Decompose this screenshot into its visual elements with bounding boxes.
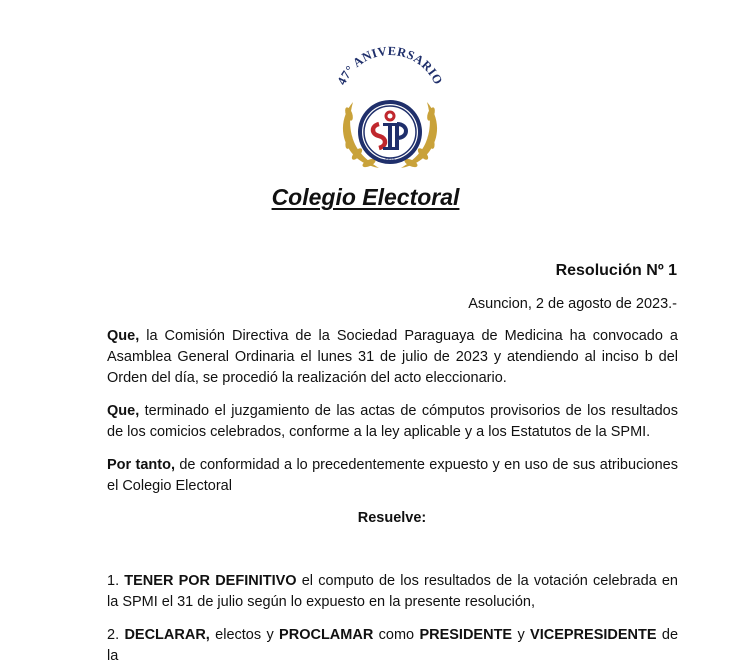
item-text: y bbox=[512, 627, 531, 643]
item-bold: PRESIDENTE bbox=[419, 627, 513, 643]
paragraph-lead: Por tanto, bbox=[107, 457, 175, 473]
spmi-anniversary-logo bbox=[327, 44, 453, 176]
paragraph-lead: Que, bbox=[107, 328, 140, 344]
logo-monogram: SPMI bbox=[385, 157, 395, 162]
date-line: Asuncion, 2 de agosto de 2023.- bbox=[468, 296, 677, 312]
resuelve-heading: Resuelve: bbox=[357, 510, 427, 526]
item-1 bbox=[107, 571, 678, 613]
paragraph-por-tanto bbox=[107, 455, 678, 497]
item-bold: VICEPRESIDENTE bbox=[530, 627, 657, 643]
logo-arc-text: 47° ANIVERSARIO bbox=[334, 44, 446, 88]
item-2 bbox=[107, 625, 678, 667]
item-bold: DECLARAR, bbox=[124, 627, 210, 643]
item-text: de la bbox=[107, 627, 679, 664]
paragraph-lead: Que, bbox=[107, 403, 140, 419]
paragraph-que-1 bbox=[107, 326, 678, 389]
item-text: como bbox=[373, 627, 420, 643]
item-bold: TENER POR DEFINITIVO bbox=[124, 573, 297, 589]
item-number: 1. bbox=[107, 573, 125, 589]
paragraph-text: terminado el juzgamiento de las actas de cómputos provisorios de los resultados de los comicios celebrados, conforme a la ley aplicable y a los Estatutos de la SPMI. bbox=[107, 403, 678, 440]
document-title: Colegio Electoral bbox=[271, 184, 460, 210]
item-text: el computo de los resultados de la votación celebrada en la SPMI el 31 de julio según lo expuesto en la presente resolución, bbox=[107, 573, 679, 610]
item-bold: PROCLAMAR bbox=[279, 627, 374, 643]
svg-text:47° ANIVERSARIO bbox=[334, 44, 445, 87]
item-text: electos y bbox=[209, 627, 280, 643]
item-number: 2. bbox=[107, 627, 125, 643]
paragraph-text: la Comisión Directiva de la Sociedad Paraguaya de Medicina ha convocado a Asamblea General Ordinaria el lunes 31 de julio de 2023 y atendiendo al inciso b del Orden del día, se procedió la realización del acto eleccionario. bbox=[107, 328, 678, 386]
paragraph-text: de conformidad a lo precedentemente expuesto y en uso de sus atribuciones el Colegio Electoral bbox=[107, 457, 678, 494]
paragraph-que-2 bbox=[107, 401, 678, 443]
resolution-number: Resolución Nº 1 bbox=[555, 262, 677, 279]
